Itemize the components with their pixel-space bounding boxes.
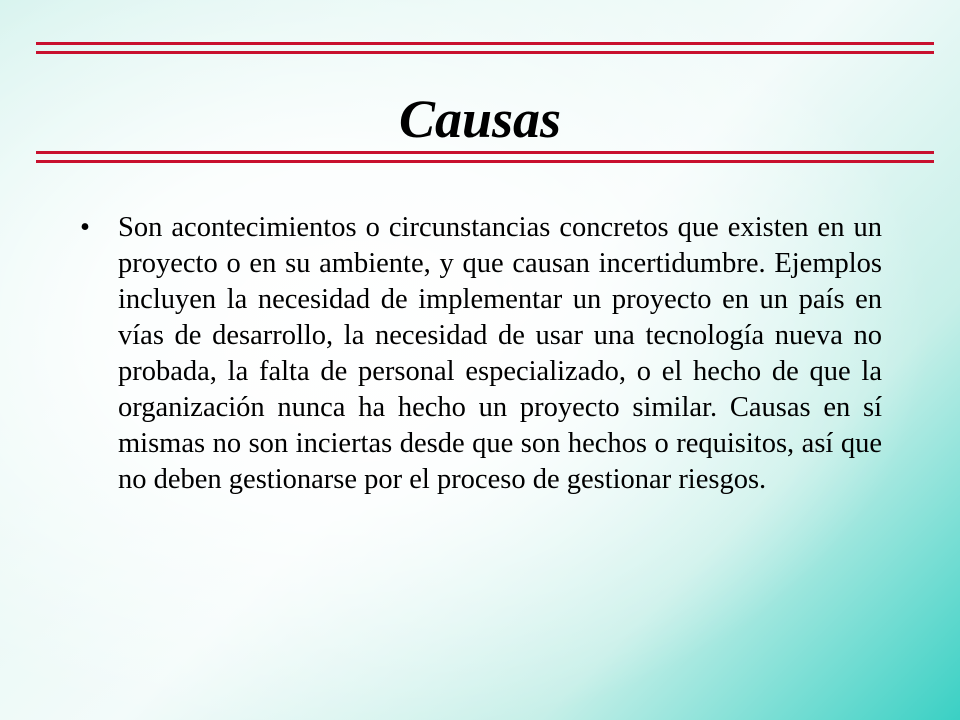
top-rule-line-lower <box>36 51 934 54</box>
bullet-mark: • <box>80 212 90 243</box>
bottom-rule-line-lower <box>36 160 934 163</box>
slide-title: Causas <box>398 89 562 149</box>
bullet-text: Son acontecimientos o circunstancias concretos que existen en un proyecto o en su ambiente, y que causan incertidumbre. Ejemplos incluyen la necesidad de implementar un proyecto en un país en vías de desarrollo, la necesidad de usar una tecnología nueva no probada, la falta de personal especializado, o el hecho de que la organización nunca ha hecho un proyecto similar. Causas en sí mismas no son inciertas desde que son hechos o requisitos, así que no deben gestionarse por el proceso de gestionar riesgos. <box>118 212 882 495</box>
bullet-list <box>80 210 882 498</box>
top-rule-line-upper <box>36 42 934 45</box>
bottom-rule-line-upper <box>36 151 934 154</box>
bullet-item <box>80 210 882 498</box>
top-double-rule <box>36 42 934 54</box>
bottom-double-rule <box>36 151 934 163</box>
